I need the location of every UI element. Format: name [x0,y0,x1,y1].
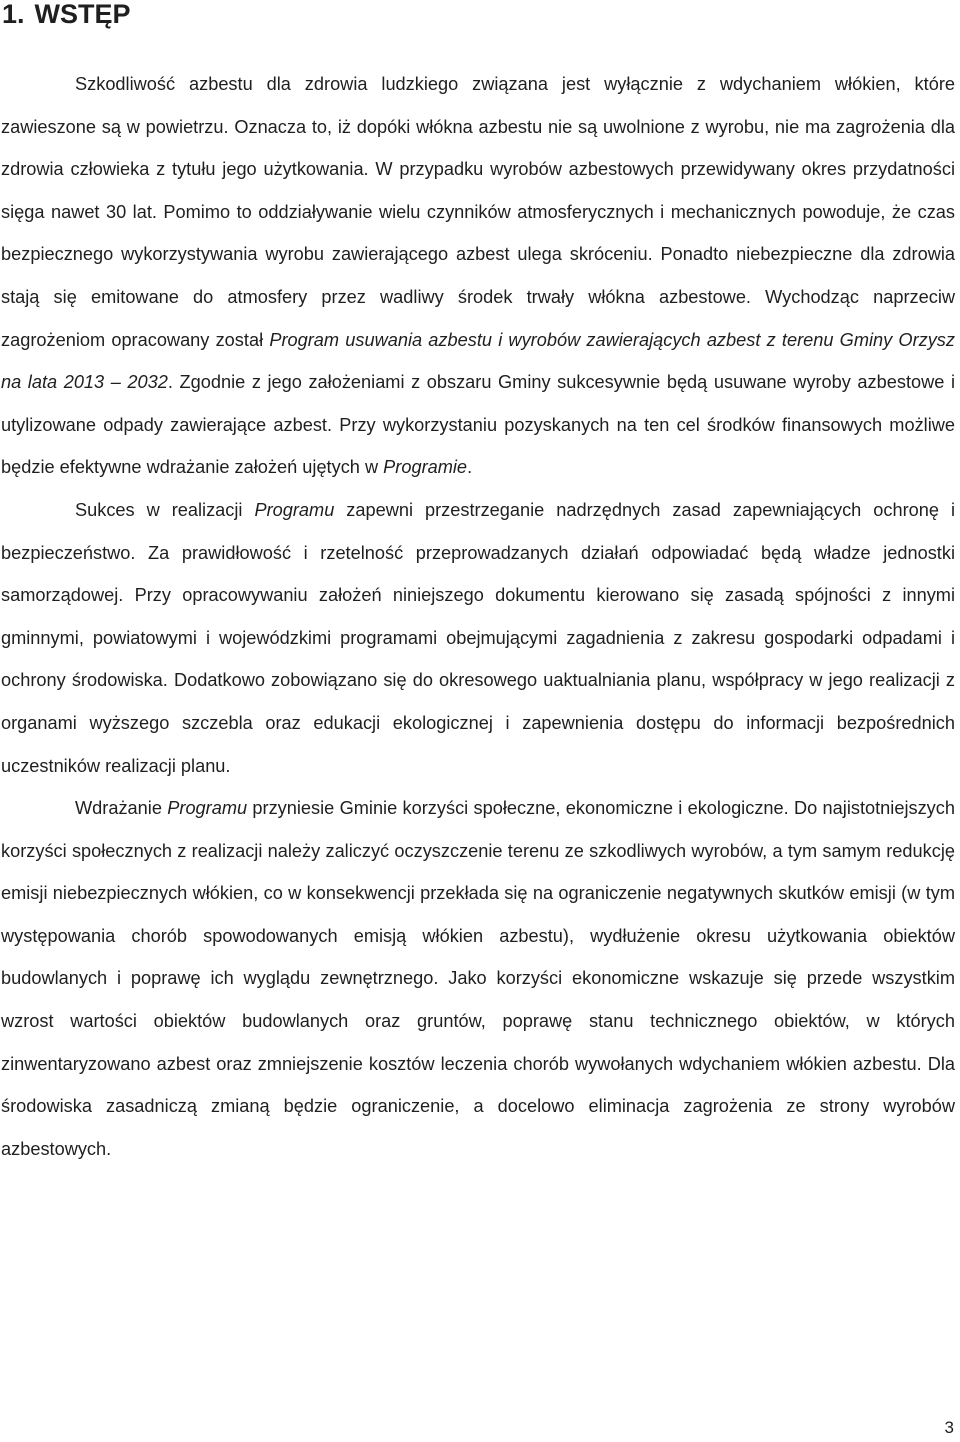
italic-text: Program usuwania azbestu i wyrobów zawierających azbest z terenu Gminy Orzysz na lata 2013 – 2032 [1,329,955,393]
paragraph [1,63,955,489]
text-run: przyniesie Gminie korzyści społeczne, ekonomiczne i ekologiczne. Do najistotniejszych korzyści społecznych z realizacji należy zaliczyć oczyszczenie terenu ze szkodliwych wyrobów, a tym samym redukcję emisji niebezpiecznych włókien, co w konsekwencji przekłada się na ograniczenie negatywnych skutków emisji (w tym występowania chorób spowodowanych emisją włókien azbestu), wydłużenie okresu użytkowania obiektów budowlanych i poprawę ich wyglądu zewnętrznego. Jako korzyści ekonomiczne wskazuje się przede wszystkim wzrost wartości obiektów budowlanych oraz gruntów, poprawę stanu technicznego obiektów, w których zinwentaryzowano azbest oraz zmniejszenie kosztów leczenia chorób wywołanych wdychaniem włókien azbestu. Dla środowiska zasadniczą zmianą będzie ograniczenie, a docelowo eliminacja zagrożenia ze strony wyrobów azbestowych. [1,798,955,1159]
text-run: Sukces w realizacji [75,499,255,520]
italic-text: Programu [254,499,335,520]
text-run: zapewni przestrzeganie nadrzędnych zasad zapewniających ochronę i bezpieczeństwo. Za prawidłowość i rzetelność przeprowadzanych działań odpowiadać będą władze jednostki samorządowej. Przy opracowywaniu założeń niniejszego dokumentu kierowano się zasadą spójności z innymi gminnymi, powiatowymi i wojewódzkimi programami obejmującymi zagadnienia z zakresu gospodarki odpadami i ochrony środowiska. Dodatkowo zobowiązano się do okresowego uaktualniania planu, współpracy w jego realizacji z organami wyższego szczebla oraz edukacji ekologicznej i zapewnienia dostępu do informacji bezpośrednich uczestników realizacji planu. [1,499,955,776]
paragraph [1,787,955,1170]
section-heading [2,0,131,32]
italic-text: Programu [167,798,248,819]
italic-text: Programie [383,457,468,478]
text-run: . Zgodnie z jego założeniami z obszaru Gminy sukcesywnie będą usuwane wyroby azbestowe i utylizowane odpady zawierające azbest. Przy wykorzystaniu pozyskanych na ten cel środków finansowych możliwe będzie efektywne wdrażanie założeń ujętych w [1,372,955,478]
text-run: . [467,457,473,478]
text-run: Szkodliwość azbestu dla zdrowia ludzkiego związana jest wyłącznie z wdychaniem włókien, które zawieszone są w powietrzu. Oznacza to, iż dopóki włókna azbestu nie są uwolnione z wyrobu, nie ma zagrożenia dla zdrowia człowieka z tytułu jego użytkowania. W przypadku wyrobów azbestowych przewidywany okres przydatności sięga nawet 30 lat. Pomimo to oddziaływanie wielu czynników atmosferycznych i mechanicznych powoduje, że czas bezpiecznego wykorzystywania wyrobu zawierającego azbest ulega skróceniu. Ponadto niebezpieczne dla zdrowia stają się emitowane do atmosfery przez wadliwy środek trwały włókna azbestowe. Wychodząc naprzeciw zagrożeniom opracowany został [1,74,955,350]
section-title: WSTĘP [34,0,131,29]
body-text [1,63,955,1170]
text-run: Wdrażanie [75,798,168,819]
paragraph [1,489,955,787]
page-number: 3 [944,1418,954,1437]
section-number: 1. [2,0,25,29]
